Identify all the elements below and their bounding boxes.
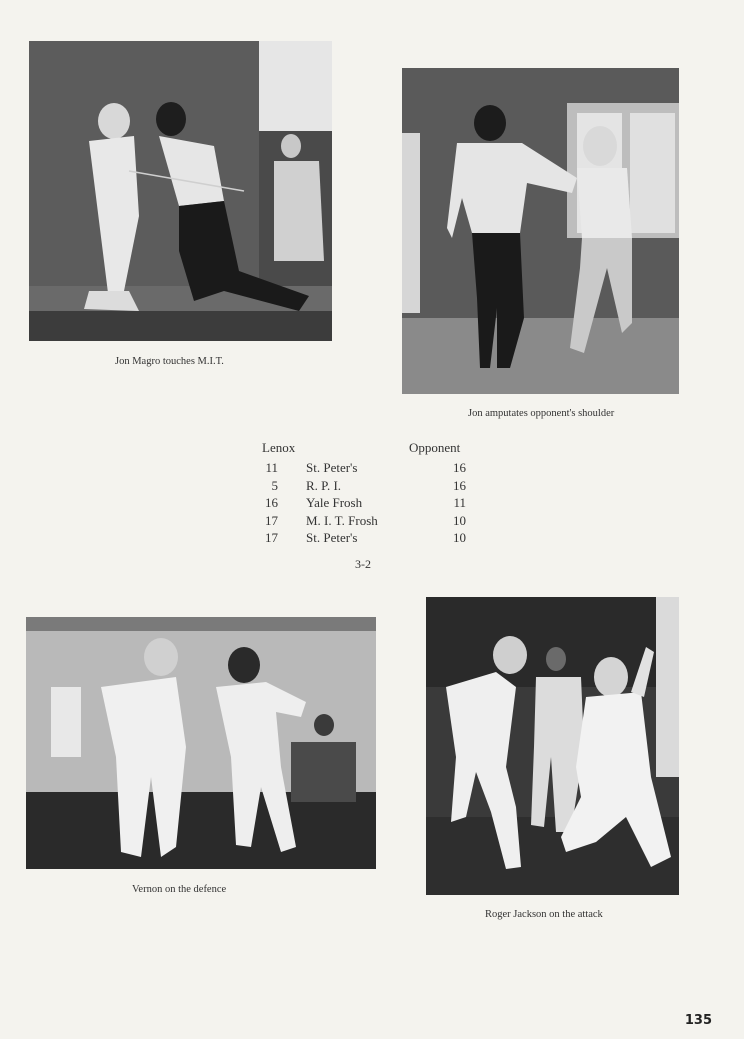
opponent-name: R. P. I.	[306, 477, 342, 493]
page-number: 135	[684, 1013, 712, 1028]
lenox-score: 16	[265, 495, 278, 510]
lenox-score: 5	[271, 477, 278, 493]
photo-jon-magro	[29, 41, 332, 341]
score-row	[262, 460, 482, 478]
opponent-score: 10	[453, 530, 466, 545]
photo-roger-jackson	[426, 597, 679, 895]
opponent-score: 11	[453, 495, 466, 510]
photo-2-caption: Jon amputates opponent's shoulder	[468, 408, 615, 419]
opponent-score: 10	[453, 512, 466, 528]
photo-shoulder-touch	[402, 68, 679, 394]
season-record: 3-2	[355, 557, 371, 571]
photo-4-caption: Roger Jackson on the attack	[485, 909, 603, 920]
score-row	[262, 495, 482, 513]
score-table-header	[262, 440, 482, 460]
score-row	[262, 513, 482, 531]
photo-3-caption: Vernon on the defence	[132, 884, 227, 895]
photo-1-caption: Jon Magro touches M.I.T.	[115, 356, 224, 367]
lenox-score: 11	[265, 460, 278, 475]
photo-vernon-defence	[26, 617, 376, 869]
opponent-name: M. I. T. Frosh	[306, 512, 378, 528]
lenox-score: 17	[265, 512, 278, 528]
header-lenox: Lenox	[262, 440, 296, 455]
opponent-name: St. Peter's	[306, 530, 358, 545]
score-table	[262, 440, 482, 548]
opponent-name: St. Peter's	[306, 460, 358, 475]
opponent-score: 16	[453, 477, 466, 493]
header-opponent: Opponent	[409, 440, 461, 455]
lenox-score: 17	[265, 530, 278, 545]
opponent-score: 16	[453, 460, 466, 475]
score-row	[262, 478, 482, 496]
score-row	[262, 530, 482, 548]
opponent-name: Yale Frosh	[306, 495, 363, 510]
